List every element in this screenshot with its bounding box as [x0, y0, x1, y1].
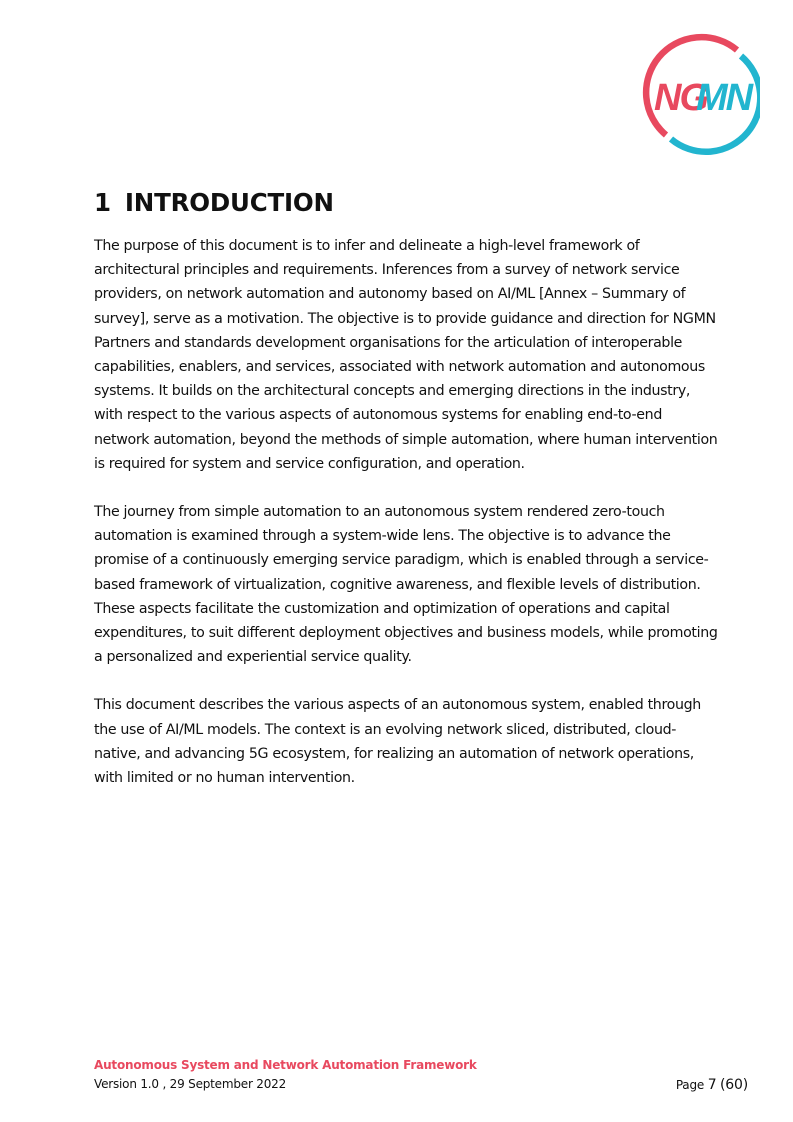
footer-version: Version 1.0 , 29 September 2022 [94, 1077, 287, 1091]
page-total: (60) [720, 1077, 748, 1093]
logo-text-ng: NG [654, 77, 707, 119]
page-label: Page [675, 1078, 705, 1092]
paragraph-1: The purpose of this document is to infer and delineate a high-level framework of architectural principles and requirements. Inferences from a survey of network service providers, on network automation and autonomy based on AI/ML [Annex – Summary of survey], serve as a motivation. The objective is to provide guidance and direction for NGMN Partners and standards development organisations for the articulation of interoperable capabilities, enablers, and services, associated with network automation and autonomous systems. It builds on the architectural concepts and emerging directions in the industry, with respect to the various aspects of autonomous systems for enabling end-to-end network automation, beyond the methods of simple automation, where human intervention is required for system and service configuration, and operation. [94, 238, 718, 472]
footer-page-indicator [676, 1077, 748, 1093]
page-number: 7 [707, 1077, 717, 1093]
paragraph-3: This document describes the various aspects of an autonomous system, enabled through the use of AI/ML models. The context is an evolving network sliced, distributed, cloud-native, and advancing 5G ecosystem, for realizing an automation of network operations, with limited or no human intervention. [94, 697, 701, 787]
ngmn-logo [636, 30, 760, 156]
footer-doc-title: Autonomous System and Network Automation Framework [94, 1058, 477, 1072]
ngmn-logo-graphic [636, 30, 760, 156]
section-number: 1 [94, 188, 111, 217]
paragraph-2: The journey from simple automation to an autonomous system rendered zero-touch automation is examined through a system-wide lens. The objective is to advance the promise of a continuously emerging service paradigm, which is enabled through a service-based framework of virtualization, cognitive awareness, and flexible levels of distribution. These aspects facilitate the customization and optimization of operations and capital expenditures, to suit different deployment objectives and business models, while promoting a personalized and experiential service quality. [94, 504, 718, 666]
logo-text-mn: MN [696, 77, 752, 119]
section-title: INTRODUCTION [124, 188, 334, 217]
section-heading [94, 188, 334, 217]
body-text [94, 234, 720, 814]
